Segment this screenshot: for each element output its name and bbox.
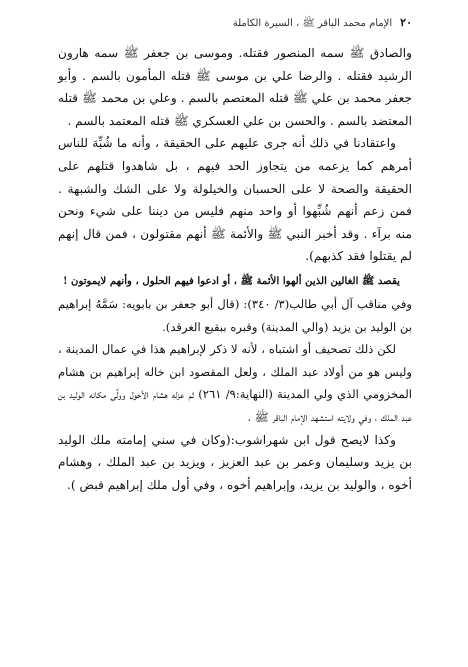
paragraph-bold-note: يقصد ﷺ الغالين الذين ألهوا الأئمة ﷺ ، أو ادعوا فيهم الحلول ، وأنهم لايموتون ! (62, 274, 400, 287)
page-number: ٢٠ (400, 16, 412, 29)
paragraph-belief-statement: واعتقادنا في ذلك أنه جرى عليهم على الحقيقة ، وأنه ما شُبِّهَ للناس أمرهم كما يزعمه من يتجاوز الحد فيهم ، بل شاهدوا قتلهم على الحقيقة والصحة لا على الحسبان والخيلولة ولا على الشك والشبهة . فمن زعم أنهم شُبِّهوا أو واحد منهم فليس من ديننا على شيء ونحن منه برآء . وقد أخبر النبي ﷺ والأئمة ﷺ أنهم مقتولون ، فمن قال إنهم لم يقتلوا فقد كذبهم). (58, 136, 412, 264)
paragraph-manaqib-quote: وفي مناقب آل أبي طالب(٣/ ٣٤٠): (قال أبو جعفر بن بابويه: سَمَّهُ إبراهيم بن الوليد بن يزيد (والي المدينة) وقبره ببقيع الغرقد). (58, 296, 412, 334)
running-header (58, 16, 412, 36)
paragraph-imams-poisoned: والصادق ﷺ سمه المنصور فقتله. وموسى بن جعفر ﷺ سمه هارون الرشيد فقتله . والرضا علي بن موسى ﷺ قتله المأمون بالسم . وأبو جعفر محمد بن علي ﷺ قتله المعتصم بالسم . وعلي بن محمد ﷺ قتله المعتضد بالسم . والحسن بن علي العسكري ﷺ قتله المعتمد بالسم . (58, 46, 412, 128)
paragraph-correction: لكن ذلك تصحيف أو اشتباه ، لأنه لا ذكر لإبراهيم هذا في عمال المدينة ، وليس هو من أولاد عبد الملك ، ولعل المقصود ابن خاله إبراهيم بن هشام المخزومي الذي ولي المدينة (النهاية:٩/ ٢٦١) ثم عزله هشام الأحول وولَّى مكانه الوليد بن عبد الملك ، وفي ولايته استشهد الإمام الباقر ﷺ . (58, 342, 412, 424)
paragraph-shahrashub: وكذا لايصح قول ابن شهراشوب:(وكان في سني إمامته ملك الوليد بن يزيد وسليمان وعمر بن عبد العزيز ، ويزيد بن عبد الملك ، وهشام أخوه ، والوليد بن يزيد، وإبراهيم أخوه ، وفي أول ملك إبراهيم قبض ). (58, 432, 412, 492)
running-header-title: الإمام محمد الباقر ﷺ ، السيرة الكاملة (232, 18, 393, 29)
body-text (58, 42, 412, 496)
